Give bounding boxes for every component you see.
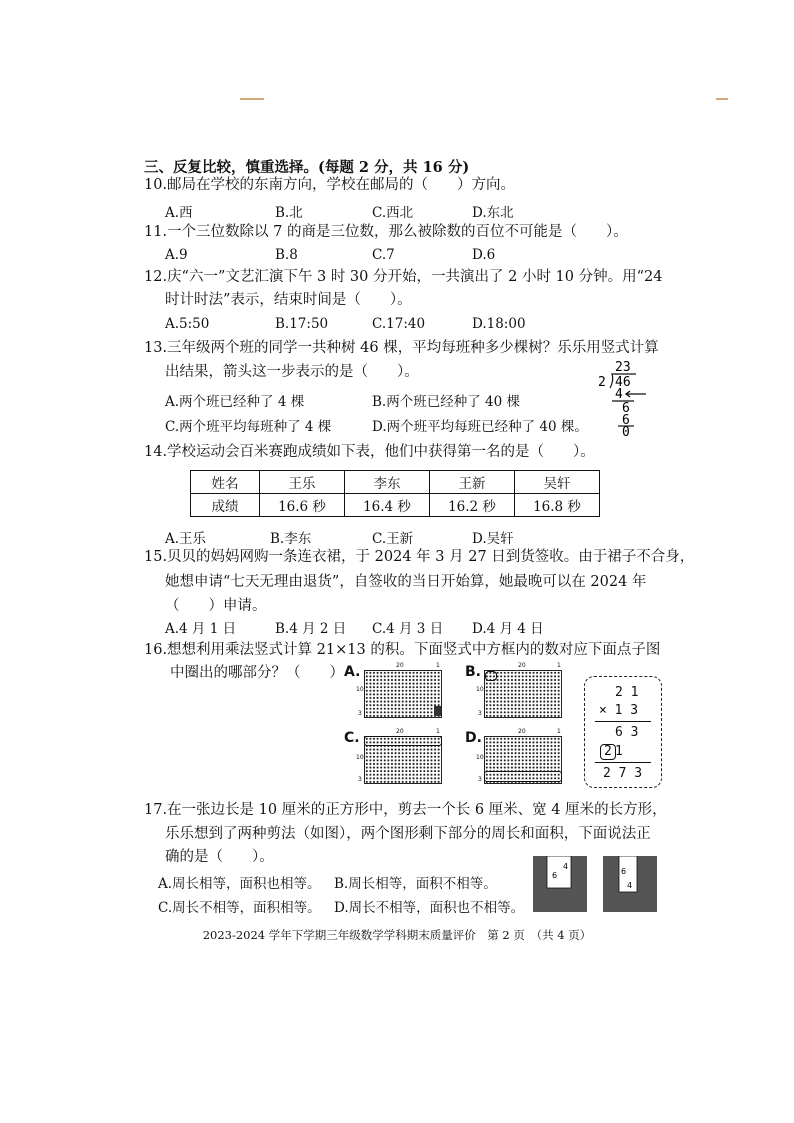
table-cell: 成绩 (191, 494, 260, 517)
q14-option-c: C.王新 (372, 531, 414, 547)
mult-line4-rest: 1 (615, 744, 623, 759)
dim-left: 10 (356, 686, 364, 693)
dot-grid-a (364, 670, 442, 718)
score-table (190, 470, 600, 517)
dim-top-small: 1 (436, 728, 440, 735)
q12-option-b: B.17:50 (275, 316, 329, 332)
q10-option-d: D.东北 (472, 205, 514, 221)
question-15-line2: 她想申请“七天无理由退货”，自签收的当日开始算，她最晚可以在 2024 年 (165, 574, 647, 590)
table-cell: 16.8 秒 (515, 494, 600, 517)
q15-option-a: A.4 月 1 日 (165, 621, 237, 637)
mult-boxed-digit: 2 (600, 744, 616, 760)
dim-left: 10 (476, 754, 484, 761)
mult-line2: × 1 3 (599, 703, 639, 718)
figure-label-b: B. (465, 664, 481, 680)
question-13-line1: 13.三年级两个班的同学一共种树 46 棵，平均每班种多少棵树？乐乐用竖式计算 (144, 340, 659, 356)
q12-option-d: D.18:00 (472, 316, 526, 332)
question-12-line1: 12.庆“六一”文艺汇演下午 3 时 30 分开始，一共演出了 2 小时 10 分钟。用“24 (144, 269, 663, 285)
division-step2: 6 (622, 401, 630, 416)
q17-option-b: B.周长相等，面积不相等。 (334, 876, 497, 892)
question-11: 11.一个三位数除以 7 的商是三位数，那么被除数的百位不可能是（ ）。 (144, 224, 628, 240)
q17-option-c: C.周长不相等，面积相等。 (158, 900, 321, 916)
q12-option-a: A.5:50 (165, 316, 210, 332)
q15-option-b: B.4 月 2 日 (275, 621, 347, 637)
question-12-line2: 时计时法”表示，结束时间是（ ）。 (165, 292, 412, 308)
question-10: 10.邮局在学校的东南方向，学校在邮局的（ ）方向。 (144, 177, 516, 193)
mult-result: 2 7 3 (603, 766, 643, 781)
q14-option-d: D.吴轩 (472, 531, 514, 547)
question-17-line1: 17.在一张边长是 10 厘米的正方形中，剪去一个长 6 厘米、宽 4 厘米的长方形， (144, 802, 667, 818)
question-15-line1: 15.贝贝的妈妈网购一条连衣裙，于 2024 年 3 月 27 日到货签收。由于裙子不合身， (144, 549, 695, 565)
table-cell: 16.6 秒 (260, 494, 345, 517)
division-dividend: 46 (615, 375, 631, 390)
dim-left: 10 (356, 754, 364, 761)
highlight-d (484, 771, 562, 782)
q11-option-d: D.6 (472, 247, 496, 263)
q17-option-d: D.周长不相等，面积也不相等。 (334, 900, 525, 916)
q17-option-a: A.周长相等，面积也相等。 (158, 876, 321, 892)
highlight-a (434, 706, 441, 716)
dim-top-small: 1 (557, 662, 561, 669)
dim-top: 20 (396, 728, 404, 735)
dim-left-small: 3 (358, 710, 362, 717)
dim-top: 20 (518, 662, 526, 669)
question-17-line2: 乐乐想到了两种剪法（如图），两个图形剩下部分的周长和面积，下面说法正 (165, 826, 651, 842)
figure-label-c: C. (344, 730, 360, 746)
fig1-width-label: 4 (563, 862, 569, 871)
table-cell: 王乐 (260, 471, 345, 494)
scan-mark (240, 98, 264, 100)
table-cell: 李东 (345, 471, 430, 494)
question-16-line2: 中圈出的哪部分？（ ） (170, 665, 344, 681)
long-division-figure (590, 358, 650, 438)
division-divisor: 2 (598, 375, 606, 390)
fig2-length-label: 6 (621, 867, 627, 876)
q13-option-a: A.两个班已经种了 4 棵 (165, 394, 305, 410)
figure-label-d: D. (465, 730, 482, 746)
q11-option-c: C.7 (372, 247, 395, 263)
figure-label-a: A. (344, 664, 361, 680)
table-cell: 姓名 (191, 471, 260, 494)
division-remainder: 0 (622, 425, 630, 438)
table-cell: 16.4 秒 (345, 494, 430, 517)
q15-option-d: D.4 月 4 日 (472, 621, 544, 637)
division-quotient: 23 (615, 360, 631, 375)
dim-top-small: 1 (436, 662, 440, 669)
cut-square-figure-2 (603, 856, 657, 912)
q11-option-b: B.8 (275, 247, 298, 263)
table-cell: 王新 (430, 471, 515, 494)
section-title: 三、反复比较，慎重选择。(每题 2 分，共 16 分) (144, 159, 470, 176)
fig1-length-label: 6 (552, 871, 558, 880)
q12-option-c: C.17:40 (372, 316, 426, 332)
dim-top: 20 (396, 662, 404, 669)
dim-left-small: 3 (478, 776, 482, 783)
division-step1: 4 (615, 387, 623, 402)
division-arrow (626, 391, 646, 397)
highlight-c (364, 736, 442, 746)
fig2-width-label: 4 (627, 881, 633, 890)
q14-option-b: B.李东 (270, 531, 312, 547)
question-13-line2: 出结果，箭头这一步表示的是（ ）。 (165, 364, 419, 380)
dim-top-small: 1 (557, 728, 561, 735)
question-15-line3: （ ）申请。 (165, 598, 267, 614)
q13-option-d: D.两个班平均每班已经种了 40 棵。 (372, 419, 588, 435)
highlight-b (485, 671, 497, 681)
q13-option-b: B.两个班已经种了 40 棵 (372, 394, 520, 410)
page-footer: 2023-2024 学年下学期三年级数学学科期末质量评价 第 2 页 （共 4 页） (202, 928, 592, 942)
cut-square-figure-1 (533, 856, 587, 912)
dim-left-small: 3 (358, 776, 362, 783)
mult-line1: 2 1 (615, 685, 639, 700)
q10-option-a: A.西 (165, 205, 193, 221)
q13-option-c: C.两个班平均每班种了 4 棵 (165, 419, 332, 435)
dim-left-small: 3 (478, 710, 482, 717)
mult-line3: 6 3 (615, 725, 639, 740)
question-17-line3: 确的是（ ）。 (165, 849, 274, 865)
question-14: 14.学校运动会百米赛跑成绩如下表，他们中获得第一名的是（ ）。 (144, 444, 595, 460)
dim-left: 10 (476, 686, 484, 693)
q10-option-b: B.北 (275, 205, 303, 221)
division-step3: 6 (622, 413, 630, 428)
q11-option-a: A.9 (165, 247, 188, 263)
table-row (191, 494, 600, 517)
dim-top: 20 (518, 728, 526, 735)
scan-mark (716, 98, 728, 100)
q14-option-a: A.王乐 (165, 531, 207, 547)
q10-option-c: C.西北 (372, 205, 414, 221)
table-cell: 吴轩 (515, 471, 600, 494)
vertical-multiplication (584, 676, 662, 788)
question-16-line1: 16.想想利用乘法竖式计算 21×13 的积。下面竖式中方框内的数对应下面点子图 (144, 642, 661, 658)
table-cell: 16.2 秒 (430, 494, 515, 517)
table-row (191, 471, 600, 494)
q15-option-c: C.4 月 3 日 (372, 621, 444, 637)
